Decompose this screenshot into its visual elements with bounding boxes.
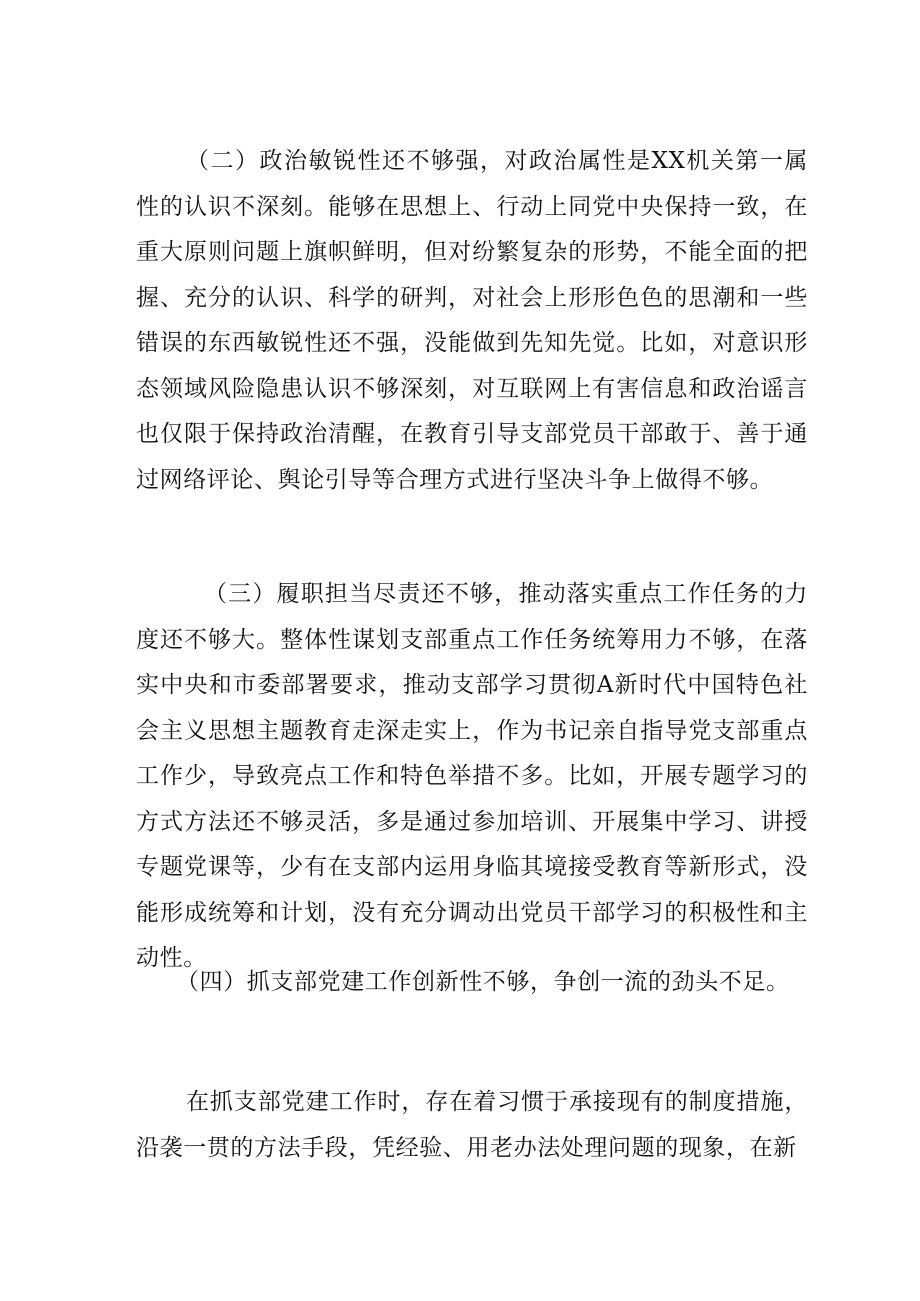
paragraph-party-building-work: 在抓支部党建工作时，存在着习惯于承接现有的制度措施，沿袭一贯的方法手段，凭经验、用老办法处理问题的现象，在新 [136, 1089, 808, 1161]
paragraph-duty-responsibility: （三）履职担当尽责还不够，推动落实重点工作任务的力度还不够大。整体性谋划支部重点工作任务统筹用力不够，在落实中央和市委部署要求，推动支部学习贯彻A新时代中国特色社会主义思想主题教育走深走实上，作为书记亲自指导党支部重点工作少，导致亮点工作和特色举措不多。比如，开展专题学习的方式方法还不够灵活，多是通过参加培训、开展集中学习、讲授专题党课等，少有在支部内运用身临其境接受教育等新形式，没能形成统筹和计划，没有充分调动出党员干部学习的积极性和主动性。 [136, 581, 808, 971]
paragraph-political-sensitivity: （二）政治敏锐性还不够强，对政治属性是XX机关第一属性的认识不深刻。能够在思想上、行动上同党中央保持一致，在重大原则问题上旗帜鲜明，但对纷繁复杂的形势，不能全面的把握、充分的认识、科学的研判，对社会上形形色色的思潮和一些错误的东西敏锐性还不强，没能做到先知先觉。比如，对意识形态领域风险隐患认识不够深刻，对互联网上有害信息和政治谣言也仅限于保持政治清醒，在教育引导支部党员干部敢于、善于通过网络评论、舆论引导等合理方式进行坚决斗争上做得不够。 [136, 148, 808, 493]
paragraph-innovation-heading: （四）抓支部党建工作创新性不够，争创一流的劲头不足。 [176, 969, 790, 995]
